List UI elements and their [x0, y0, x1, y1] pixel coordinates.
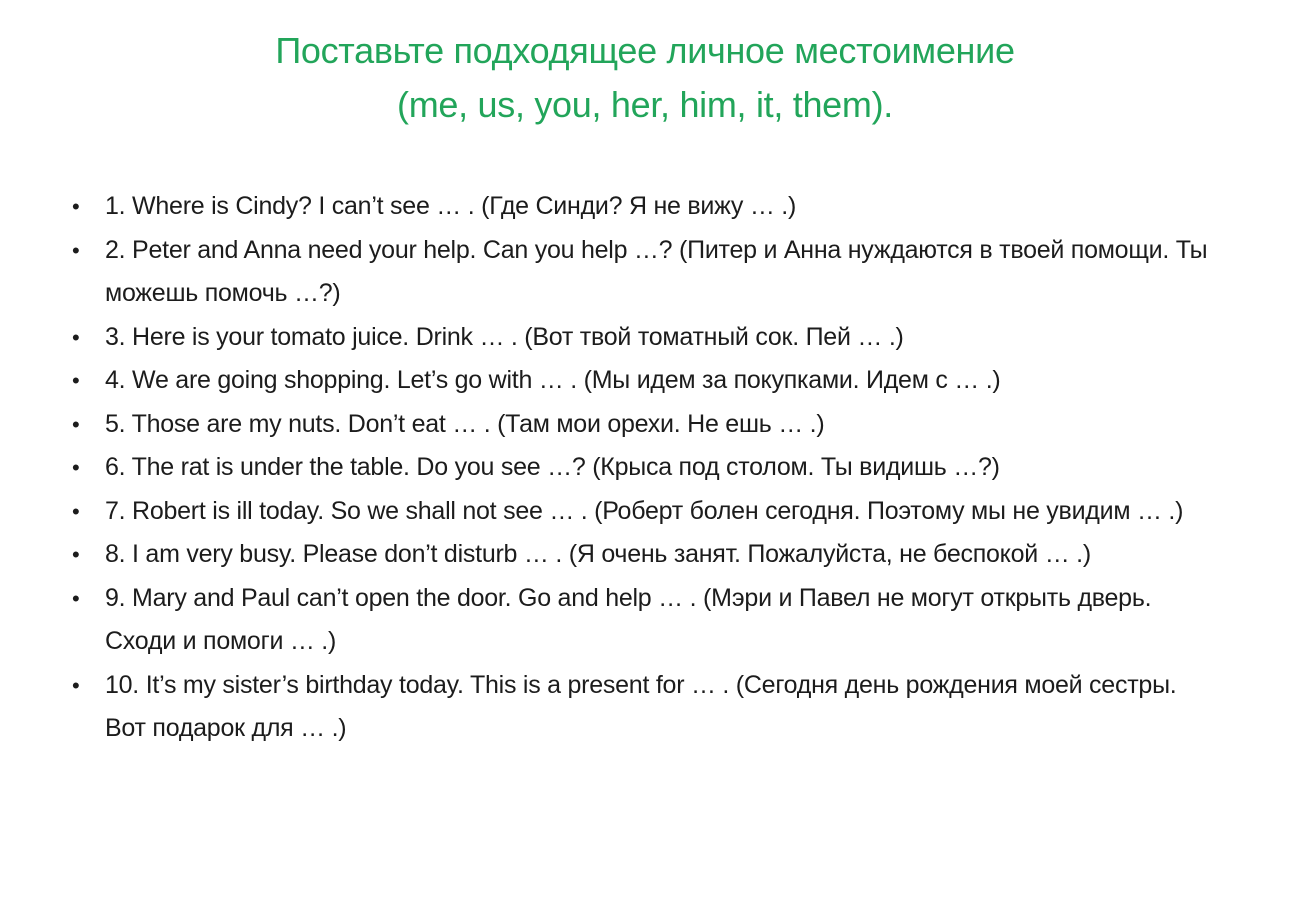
list-item-text: 4. We are going shopping. Let’s go with … . (Мы идем за покупками. Идем с … .) [105, 366, 1001, 394]
bullet-icon: • [72, 324, 80, 350]
page-title [0, 24, 1290, 132]
bullet-icon: • [72, 368, 80, 393]
list-item [72, 533, 1222, 577]
list-item [72, 403, 1222, 447]
list-item-text: 7. Robert is ill today. So we shall not see … . (Роберт болен сегодня. Поэтому мы не увидим … .) [105, 496, 1184, 525]
bullet-icon: • [72, 237, 80, 263]
bullet-icon: • [72, 455, 80, 480]
title-line-2: (me, us, you, her, him, it, them). [397, 84, 893, 125]
list-item-text: 8. I am very busy. Please don’t disturb … . (Я очень занят. Пожалуйста, не беспокой … .) [105, 540, 1091, 568]
list-item [72, 577, 1222, 664]
list-item-text: 5. Those are my nuts. Don’t eat … . (Там мои орехи. Не ешь … .) [105, 409, 825, 438]
list-item-text: 1. Where is Cindy? I can’t see … . (Где Синди? Я не вижу … .) [105, 192, 797, 220]
list-item-text: 3. Here is your tomato juice. Drink … . (Вот твой томатный сок. Пей … .) [105, 322, 904, 351]
list-item-text: 2. Peter and Anna need your help. Can you help …? (Питер и Анна нуждаются в твоей помощи. Ты можешь помочь …?) [105, 235, 1208, 307]
list-item [72, 316, 1222, 360]
bullet-icon: • [72, 672, 80, 698]
bullet-icon: • [72, 585, 80, 611]
list-item [72, 185, 1222, 229]
list-item [72, 359, 1222, 403]
title-line-1: Поставьте подходящее личное местоимение [275, 30, 1015, 71]
bullet-icon: • [72, 498, 80, 524]
list-item-text: 10. It’s my sister’s birthday today. This is a present for … . (Сегодня день рождения моей сестры. Вот подарок для … .) [105, 670, 1177, 742]
list-item [72, 490, 1222, 534]
bullet-icon: • [72, 194, 80, 219]
bullet-icon: • [72, 411, 80, 437]
exercise-list [72, 185, 1222, 751]
bullet-icon: • [72, 542, 80, 567]
list-item [72, 446, 1222, 490]
list-item [72, 664, 1222, 751]
list-item [72, 229, 1222, 316]
list-item-text: 9. Mary and Paul can’t open the door. Go and help … . (Мэри и Павел не могут открыть дверь. Сходи и помоги … .) [105, 583, 1152, 655]
list-item-text: 6. The rat is under the table. Do you see …? (Крыса под столом. Ты видишь …?) [105, 453, 1000, 481]
